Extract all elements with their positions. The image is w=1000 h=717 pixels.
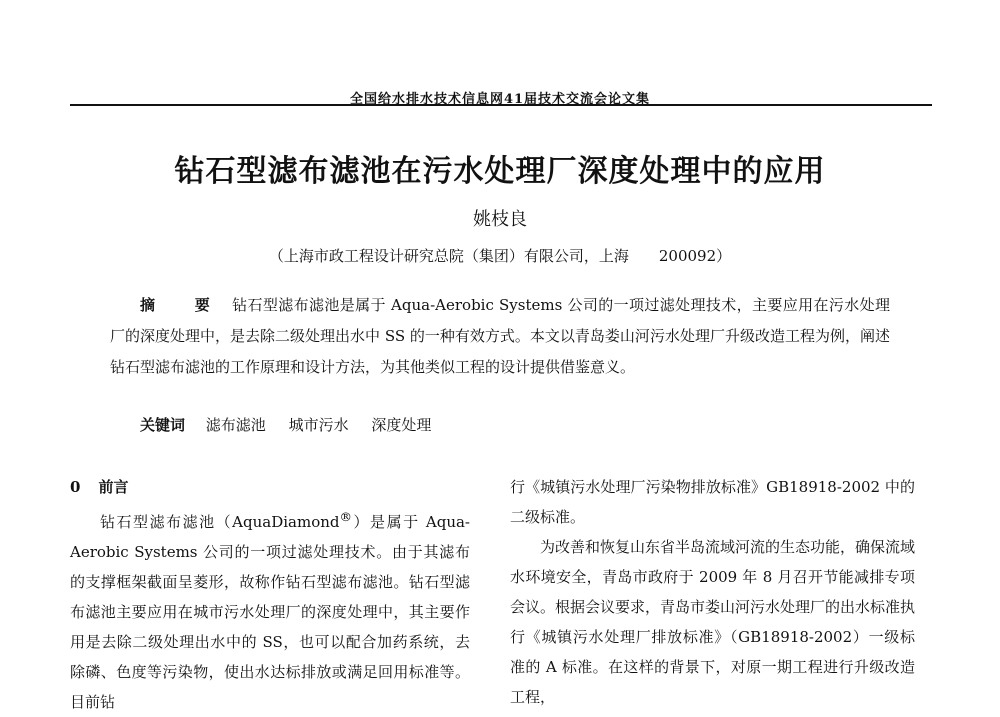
body-paragraph: 行《城镇污水处理厂污染物排放标准》GB18918-2002 中的二级标准。	[510, 478, 915, 526]
abstract-paragraph	[110, 290, 890, 383]
running-header: 全国给水排水技术信息网41届技术交流会论文集	[349, 92, 651, 107]
section-title: 前言	[98, 478, 129, 496]
keywords-block	[140, 414, 449, 435]
keywords-label: 关键词	[140, 416, 186, 434]
section-number: 0	[70, 478, 81, 496]
abstract-text: 钻石型滤布滤池是属于 Aqua-Aerobic Systems 公司的一项过滤处理技术，主要应用在污水处理厂的深度处理中，是去除二级处理出水中 SS 的一种有效方式。本文以青岛娄山河污水处理厂升级改造工程为例，阐述钻石型滤布滤池的工作原理和设计方法，为其他类似工程的设计提供借鉴意义。	[110, 296, 890, 376]
right-column	[510, 472, 915, 712]
author-affiliation: （上海市政工程设计研究总院（集团）有限公司，上海 200092）	[268, 247, 732, 265]
header-rule	[70, 104, 932, 106]
body-paragraph: 为改善和恢复山东省半岛流域河流的生态功能，确保流域水环境安全，青岛市政府于 2009 年 8 月召开节能减排专项会议。根据会议要求，青岛市娄山河污水处理厂的出水标准执行《城镇污水处理厂排放标准》（GB18918-2002）一级标准的 A 标准。在这样的背景下，对原一期工程进行升级改造工程，	[510, 538, 916, 706]
keyword-item: 城市污水	[288, 416, 349, 434]
abstract-label: 摘 要	[140, 296, 223, 314]
abstract-block	[110, 290, 890, 383]
keyword-item: 滤布滤池	[205, 416, 266, 434]
registered-mark: ®	[339, 509, 352, 524]
paper-title: 钻石型滤布滤池在污水处理厂深度处理中的应用	[174, 154, 826, 189]
paragraph-rest: ）是属于 Aqua-Aerobic Systems 公司的一项过滤处理技术。由于其滤布的支撑框架截面呈菱形，故称作钻石型滤布滤池。钻石型滤布滤池主要应用在城市污水处理厂的深度处理中，其主要作用是去除二级处理出水中的 SS，也可以配合加药系统，去除磷、色度等污染物，使出水达标排放或满足回用标准等。目前钻	[70, 513, 471, 711]
paragraph-start: 钻石型滤布滤池（AquaDiamond	[100, 513, 340, 531]
section-heading	[70, 472, 470, 502]
left-column	[70, 472, 470, 717]
author-name: 姚枝良	[473, 209, 527, 230]
keyword-item: 深度处理	[371, 416, 432, 434]
body-paragraph	[70, 502, 470, 717]
